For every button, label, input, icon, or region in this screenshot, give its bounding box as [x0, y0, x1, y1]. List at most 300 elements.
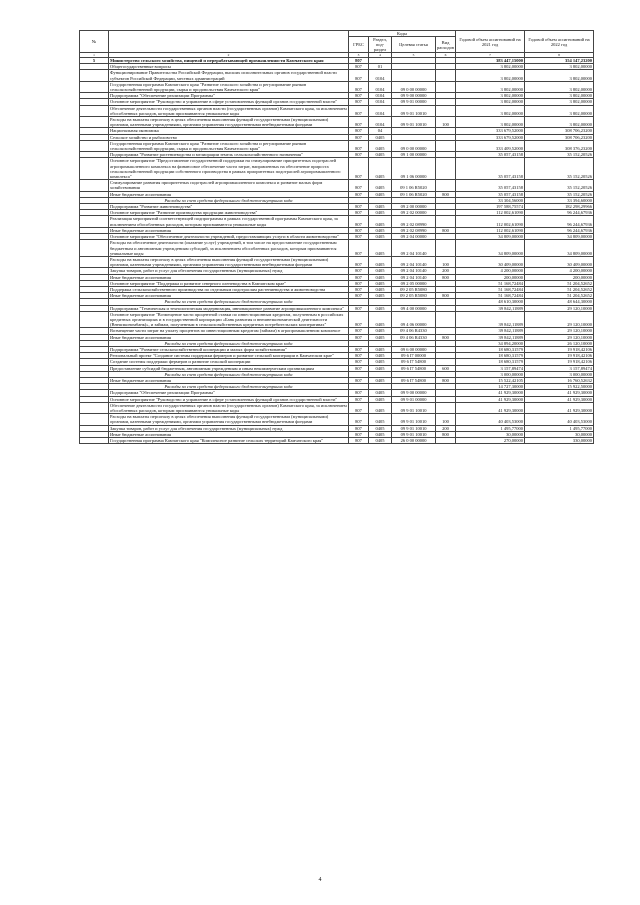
- row-target-article: 09 1 00 00000: [392, 152, 436, 158]
- row-grbs: 807: [349, 425, 369, 431]
- row-number: [80, 158, 109, 180]
- row-number: [80, 438, 109, 444]
- row-amount-2021: 41 929,30000: [456, 402, 525, 413]
- table-row: [80, 180, 594, 191]
- row-expense-type: [436, 81, 456, 92]
- row-grbs: 807: [349, 365, 369, 371]
- header-2022: Годовой объем ассигнований на 2022 год: [525, 31, 594, 53]
- row-amount-2021: 34 809,00000: [456, 234, 525, 240]
- row-target-article: 09 2 05 00000: [392, 280, 436, 286]
- row-razdel: 0405: [369, 438, 392, 444]
- row-expense-type: [436, 216, 456, 227]
- row-razdel: 0405: [369, 305, 392, 311]
- row-grbs: 807: [349, 414, 369, 425]
- row-name: Иные бюджетные ассигнования: [109, 377, 349, 383]
- row-target-article: 09 6 00 00000: [392, 346, 436, 352]
- row-name: Расходы за счет средств федерального бюджета-внутриних кода: [109, 299, 349, 305]
- row-expense-type: 800: [436, 227, 456, 233]
- row-target-article: 09 1 06 00000: [392, 158, 436, 180]
- row-name: Расходы на выплаты персоналу в целях обеспечения выполнения функций государственными (муниципальными) органами, казенными учреждениями, органами управления государственными внебюджетными фондами: [109, 414, 349, 425]
- table-row: [80, 216, 594, 227]
- index-cell: 8: [525, 53, 594, 58]
- row-grbs: 807: [349, 70, 369, 81]
- row-grbs: 807: [349, 402, 369, 413]
- row-amount-2022: 35 152,20526: [525, 158, 594, 180]
- row-amount-2021: 34 809,00000: [456, 240, 525, 257]
- row-amount-2021: 112 002,61090: [456, 227, 525, 233]
- row-name: Основное мероприятие "Развитие производства продукции животноводства": [109, 210, 349, 216]
- row-amount-2021: 333 679,52000: [456, 134, 525, 140]
- row-grbs: 807: [349, 256, 369, 267]
- table-row: [80, 234, 594, 240]
- row-name: Закупка товаров, работ и услуг для обеспечения государственных (муниципальных) нужд: [109, 425, 349, 431]
- header-csr: Целевая статья: [392, 37, 436, 53]
- row-amount-2022: 1 495,77000: [525, 425, 594, 431]
- row-amount-2021: 41 929,30000: [456, 390, 525, 396]
- row-name: Министерство сельского хозяйства, пищевой и перерабатывающей промышленности Камчатского края: [109, 58, 349, 64]
- row-expense-type: 200: [436, 268, 456, 274]
- row-amount-2021: 35 057,43158: [456, 180, 525, 191]
- row-grbs: 807: [349, 274, 369, 280]
- row-razdel: 0405: [369, 234, 392, 240]
- row-expense-type: 600: [436, 365, 456, 371]
- row-amount-2021: 200,00000: [456, 274, 525, 280]
- row-number: [80, 180, 109, 191]
- row-amount-2022: 29 120,10000: [525, 328, 594, 334]
- row-amount-2021: 40 403,53000: [456, 414, 525, 425]
- row-razdel: 0405: [369, 431, 392, 437]
- row-amount-2022: 96 244,67936: [525, 210, 594, 216]
- row-amount-2021: 30 409,00000: [456, 256, 525, 267]
- row-amount-2022: 96 244,67936: [525, 227, 594, 233]
- row-razdel: 0405: [369, 377, 392, 383]
- row-razdel: 0104: [369, 81, 392, 92]
- header-num: №: [80, 31, 109, 53]
- row-amount-2021: 30,00000: [456, 431, 525, 437]
- row-grbs: 807: [349, 377, 369, 383]
- row-razdel: 0405: [369, 396, 392, 402]
- row-razdel: 0104: [369, 117, 392, 128]
- row-amount-2021: 3 157,89474: [456, 365, 525, 371]
- row-grbs: 807: [349, 158, 369, 180]
- row-grbs: 807: [349, 293, 369, 299]
- row-amount-2021: 35 057,43158: [456, 152, 525, 158]
- row-number: [80, 240, 109, 257]
- row-amount-2021: 3 802,00000: [456, 93, 525, 99]
- row-target-article: 09 4 06 R4330: [392, 328, 436, 334]
- row-name: Основное мероприятие "Обеспечение деятельности учреждений, предоставляющих услуги в области животноводства": [109, 234, 349, 240]
- row-grbs: 807: [349, 81, 369, 92]
- row-razdel: 0405: [369, 216, 392, 227]
- row-amount-2022: 19 918,42106: [525, 346, 594, 352]
- index-cell: 1: [80, 53, 109, 58]
- row-amount-2021: 14 727,30000: [456, 384, 525, 390]
- table-row: [80, 140, 594, 151]
- row-amount-2022: 3 802,00000: [525, 81, 594, 92]
- row-target-article: 09 2 04 10140: [392, 268, 436, 274]
- row-target-article: 09 2 05 R5080: [392, 293, 436, 299]
- row-razdel: 0405: [369, 274, 392, 280]
- row-expense-type: [436, 158, 456, 180]
- row-amount-2022: 51 204,52652: [525, 293, 594, 299]
- row-amount-2022: 3 802,00000: [525, 99, 594, 105]
- row-target-article: 09 2 02 00000: [392, 210, 436, 216]
- row-name: Функционирование Правительства Российской Федерации, высших исполнительных органов государственной власти субъектов Российской Федерации, местных администраций: [109, 70, 349, 81]
- table-row: [80, 396, 594, 402]
- row-razdel: 0405: [369, 359, 392, 365]
- row-target-article: 09 9 01 10010: [392, 414, 436, 425]
- table-row: [80, 311, 594, 328]
- row-target-article: 09 2 05 R5080: [392, 286, 436, 292]
- row-amount-2022: 308 706,23200: [525, 128, 594, 134]
- row-amount-2022: 15 922,50000: [525, 384, 594, 390]
- row-target-article: 09 9 01 10010: [392, 402, 436, 413]
- row-razdel: 0405: [369, 311, 392, 328]
- row-grbs: 807: [349, 191, 369, 197]
- row-number: [80, 70, 109, 81]
- row-amount-2022: 35 152,20526: [525, 191, 594, 197]
- row-name: Иные бюджетные ассигнования: [109, 334, 349, 340]
- row-razdel: 0405: [369, 210, 392, 216]
- row-amount-2021: 3 802,00000: [456, 70, 525, 81]
- row-amount-2021: 51 168,72484: [456, 293, 525, 299]
- row-razdel: 0405: [369, 227, 392, 233]
- row-name: Расходы за счет средств федерального бюджета-внутриних кода: [109, 197, 349, 203]
- row-razdel: 0405: [369, 293, 392, 299]
- row-expense-type: [436, 311, 456, 328]
- row-name: Расходы за счет средств федерального бюджета-внутриних кода: [109, 371, 349, 377]
- row-name: Подпрограмма "Обеспечение реализации Программы": [109, 93, 349, 99]
- row-amount-2022: 182 298,29966: [525, 204, 594, 210]
- row-razdel: 0405: [369, 280, 392, 286]
- row-expense-type: [436, 240, 456, 257]
- row-expense-type: 800: [436, 377, 456, 383]
- row-razdel: 0405: [369, 402, 392, 413]
- row-grbs: 807: [349, 105, 369, 116]
- row-amount-2021: 3 000,00000: [456, 371, 525, 377]
- row-target-article: [392, 70, 436, 81]
- row-amount-2021: 48 610,30000: [456, 299, 525, 305]
- row-grbs: 807: [349, 353, 369, 359]
- row-grbs: 807: [349, 359, 369, 365]
- row-expense-type: 800: [436, 431, 456, 437]
- row-razdel: 0405: [369, 134, 392, 140]
- row-amount-2021: 39 842,11889: [456, 305, 525, 311]
- row-expense-type: 800: [436, 191, 456, 197]
- row-grbs: 807: [349, 280, 369, 286]
- row-amount-2021: 51 168,72484: [456, 286, 525, 292]
- row-amount-2022: 29 120,10000: [525, 311, 594, 328]
- row-name: Возмещение части затрат на уплату процентов по инвестиционным кредитам (займам) в агропромышленном комплексе: [109, 328, 349, 334]
- row-amount-2021: 112 002,61090: [456, 210, 525, 216]
- row-grbs: 807: [349, 396, 369, 402]
- row-name: Расходы на выплаты персоналу в целях обеспечения выполнения функций государственными (муниципальными) органами, казенными учреждениями, органами управления государственными внебюджетными фондами: [109, 117, 349, 128]
- row-amount-2021: 18 680,31579: [456, 346, 525, 352]
- row-razdel: 0405: [369, 286, 392, 292]
- row-razdel: 0405: [369, 346, 392, 352]
- header-name: [109, 31, 349, 53]
- row-grbs: 807: [349, 390, 369, 396]
- row-number: [80, 256, 109, 267]
- row-razdel: 0405: [369, 328, 392, 334]
- table-row: [80, 438, 594, 444]
- row-name: Создание системы поддержки фермеров и развитие сельской кооперации: [109, 359, 349, 365]
- row-razdel: 0104: [369, 70, 392, 81]
- row-razdel: 0405: [369, 204, 392, 210]
- table-row: [80, 240, 594, 257]
- row-name: Расходы на обеспечение деятельности (оказание услуг) учреждений, в том числе на предоставление государственным бюджетным и автономным учреждениям субсидий, за исключением обособленных расходов, которым присваиваются уникальные коды: [109, 240, 349, 257]
- row-number: [80, 216, 109, 227]
- row-number: [80, 414, 109, 425]
- row-name: Иные бюджетные ассигнования: [109, 191, 349, 197]
- row-razdel: 0405: [369, 334, 392, 340]
- table-row: [80, 414, 594, 425]
- row-grbs: 807: [349, 240, 369, 257]
- row-razdel: 0104: [369, 93, 392, 99]
- row-amount-2021: 35 057,43158: [456, 191, 525, 197]
- row-name: Расходы за счет средств федерального бюджета-внутриних кода: [109, 384, 349, 390]
- row-razdel: 0104: [369, 99, 392, 105]
- row-amount-2022: 3 000,00000: [525, 371, 594, 377]
- row-target-article: 09 6 I7 54800: [392, 365, 436, 371]
- row-amount-2022: 41 929,30000: [525, 396, 594, 402]
- index-cell: 7: [456, 53, 525, 58]
- table-row: [80, 305, 594, 311]
- row-amount-2021: 39 842,11889: [456, 328, 525, 334]
- row-grbs: 807: [349, 117, 369, 128]
- index-cell: 2: [109, 53, 349, 58]
- row-target-article: 09 4 06 00000: [392, 311, 436, 328]
- header-razdel: Раздел, под-раздел: [369, 37, 392, 53]
- row-amount-2021: 39 842,11889: [456, 311, 525, 328]
- row-target-article: 09 4 00 00000: [392, 305, 436, 311]
- row-name: Обеспечение деятельности государственных органов власти (государственных органов) Камчатского края, за исключением обособленных расходов, которым присваиваются уникальные коды: [110, 402, 347, 413]
- row-name: Иные бюджетные ассигнования: [109, 227, 349, 233]
- row-expense-type: 100: [436, 117, 456, 128]
- row-name: Основное мероприятие "Возмещение части процентной ставки по инвестиционным кредитам, полученным в российских кредитных организациях и в государственной корпорации «Банк развития и внешнеэкономической деятельности (Внешэкономбанк)», и займам, полученным в сельскохозяйственных кредитных потребительских кооперативах": [109, 311, 349, 328]
- row-amount-2022: 30 409,00000: [525, 256, 594, 267]
- index-cell: 3: [349, 53, 369, 58]
- row-target-article: 09 9 00 00000: [392, 93, 436, 99]
- row-name: Расходы за счет средств федерального бюджета-внутриних кода: [109, 340, 349, 346]
- row-razdel: 0405: [369, 180, 392, 191]
- row-target-article: 09 2 04 10140: [392, 240, 436, 257]
- row-name: Подпрограмма "Обеспечение реализации Программы": [109, 390, 349, 396]
- row-amount-2022: 35 152,20526: [525, 180, 594, 191]
- row-razdel: 0405: [369, 390, 392, 396]
- row-target-article: 09 0 00 00000: [392, 140, 436, 151]
- row-amount-2022: 3 802,00000: [525, 105, 594, 116]
- row-grbs: 807: [349, 431, 369, 437]
- row-amount-2021: 270,00000: [456, 438, 525, 444]
- row-number: [80, 105, 109, 116]
- row-target-article: 09 6 I7 00000: [392, 353, 436, 359]
- row-name: Подпрограмма "Техническая и технологическая модернизация, инновационное развитие агропромышленного комплекса": [109, 305, 349, 311]
- row-amount-2021: 3 802,00000: [456, 105, 525, 116]
- row-amount-2022: 41 929,30000: [525, 390, 594, 396]
- row-amount-2022: 19 918,42106: [525, 353, 594, 359]
- row-razdel: 0405: [369, 353, 392, 359]
- row-target-article: 09 9 01 00000: [392, 99, 436, 105]
- row-amount-2022: 3 802,00000: [525, 70, 594, 81]
- row-amount-2022: 16 760,52632: [525, 377, 594, 383]
- row-target-article: 09 1 06 R5020: [392, 180, 436, 191]
- row-amount-2021: 15 522,42105: [456, 377, 525, 383]
- row-amount-2022: 40 403,53000: [525, 414, 594, 425]
- row-amount-2022: 34 809,00000: [525, 234, 594, 240]
- row-expense-type: [436, 402, 456, 413]
- row-target-article: 09 4 06 R4330: [392, 334, 436, 340]
- header-codes: Коды: [349, 31, 456, 37]
- row-amount-2022: 330,00000: [525, 438, 594, 444]
- row-target-article: 09 2 04 10140: [392, 274, 436, 280]
- row-target-article: 09 6 I7 54800: [392, 359, 436, 365]
- row-razdel: 0405: [369, 140, 392, 151]
- row-name: Подпрограмма "Развитие сельскохозяйственной кооперации и малых форм хозяйствования": [109, 346, 349, 352]
- table-row: [80, 402, 594, 413]
- row-amount-2022: 3 802,00000: [525, 117, 594, 128]
- row-amount-2022: 4 200,00000: [525, 268, 594, 274]
- row-amount-2021: 4 200,00000: [456, 268, 525, 274]
- row-razdel: 0104: [369, 105, 392, 116]
- row-target-article: 09 9 01 10010: [392, 105, 436, 116]
- row-target-article: 09 1 06 R5020: [392, 191, 436, 197]
- row-target-article: 09 9 01 10010: [392, 431, 436, 437]
- row-amount-2022: 33 394,60000: [525, 197, 594, 203]
- row-amount-2022: 41 929,30000: [525, 402, 594, 413]
- row-grbs: 807: [349, 99, 369, 105]
- row-name: Обеспечение деятельности государственных органов власти (государственных органов) Камчатского края, за исключением обособленных расходов, которым присваиваются уникальные коды: [110, 105, 347, 116]
- row-razdel: 0405: [369, 191, 392, 197]
- row-amount-2022: 3 802,00000: [525, 93, 594, 99]
- header-2021: Годовой объем ассигнований на 2021 год: [456, 31, 525, 53]
- row-name: Государственная программа Камчатского края "Развитие сельского хозяйства и регулирование рынков сельскохозяйственной продукции, сырья и продовольствия Камчатского края": [109, 81, 349, 92]
- index-cell: 6: [436, 53, 456, 58]
- table-row: [80, 328, 594, 334]
- row-grbs: 807: [349, 305, 369, 311]
- table-body: [80, 58, 594, 444]
- row-razdel: 0405: [369, 365, 392, 371]
- row-name: Поддержка сельскохозяйственного производства по отдельным подотраслям растениеводства и животноводства: [109, 286, 349, 292]
- header-grbs: ГРБС: [349, 37, 369, 53]
- table-row: [80, 70, 594, 81]
- row-amount-2021: 3 802,00000: [456, 81, 525, 92]
- row-name: Реализация мероприятий соответствующей подпрограммы в рамках государственной программы Камчатского края, за исключением обособленных расходов, которым присваиваются уникальные коды: [109, 216, 349, 227]
- table-row: [80, 158, 594, 180]
- row-amount-2021: 1 495,77000: [456, 425, 525, 431]
- row-expense-type: 200: [436, 425, 456, 431]
- row-grbs: 807: [349, 64, 369, 70]
- row-amount-2021: 3 802,00000: [456, 99, 525, 105]
- row-grbs: 807: [349, 268, 369, 274]
- row-target-article: 09 2 02 08990: [392, 227, 436, 233]
- row-amount-2021: 41 929,30000: [456, 396, 525, 402]
- row-amount-2021: 35 057,43158: [456, 158, 525, 180]
- row-name: Сельское хозяйство и рыболовство: [109, 134, 349, 140]
- row-amount-2021: 3 802,00000: [456, 117, 525, 128]
- row-amount-2022: 29 120,10000: [525, 334, 594, 340]
- row-name: Стимулирование развития приоритетных подотраслей агропромышленного комплекса и развитие малых форм хозяйствования: [109, 180, 349, 191]
- row-amount-2022: 51 204,52652: [525, 286, 594, 292]
- row-grbs: 807: [349, 234, 369, 240]
- row-amount-2022: 26 120,10000: [525, 340, 594, 346]
- row-razdel: 04: [369, 128, 392, 134]
- row-target-article: 09 2 04 10140: [392, 256, 436, 267]
- row-amount-2022: 19 918,42106: [525, 359, 594, 365]
- row-name: Основное мероприятие "Поддержка и развитие северного оленеводства в Камчатском крае": [109, 280, 349, 286]
- row-grbs: 807: [349, 140, 369, 151]
- row-grbs: 807: [349, 227, 369, 233]
- table-row: [80, 99, 594, 105]
- row-name: Иные бюджетные ассигнования: [109, 431, 349, 437]
- row-number: [80, 117, 109, 128]
- row-target-article: 26 0 00 00000: [392, 438, 436, 444]
- row-name: Подпрограмма "Развитие животноводства": [109, 204, 349, 210]
- row-amount-2022: 96 244,67936: [525, 216, 594, 227]
- row-grbs: 807: [349, 346, 369, 352]
- row-grbs: 807: [349, 204, 369, 210]
- row-name: Иные бюджетные ассигнования: [109, 293, 349, 299]
- row-target-article: 09 2 02 08990: [392, 216, 436, 227]
- row-razdel: 0405: [369, 158, 392, 180]
- page-number: 4: [318, 877, 322, 883]
- row-grbs: 807: [349, 216, 369, 227]
- row-razdel: 0405: [369, 414, 392, 425]
- row-amount-2021: 333 679,52000: [456, 128, 525, 134]
- row-name: Основное мероприятие "Руководство и управление в сфере установленных функций органов государственной власти": [109, 396, 349, 402]
- row-grbs: 807: [349, 128, 369, 134]
- row-name: Закупка товаров, работ и услуг для обеспечения государственных (муниципальных) нужд: [109, 268, 349, 274]
- row-amount-2021: 18 680,31579: [456, 359, 525, 365]
- row-expense-type: 800: [436, 293, 456, 299]
- row-name: Общегосударственные вопросы: [109, 64, 349, 70]
- row-name: Расходы на выплаты персоналу в целях обеспечения выполнения функций государственными (муниципальными) органами, казенными учреждениями, органами управления государственными внебюджетными фондами: [109, 256, 349, 267]
- row-amount-2022: 29 120,10000: [525, 305, 594, 311]
- row-amount-2022: 308 706,23200: [525, 134, 594, 140]
- row-amount-2021: 34 894,20000: [456, 340, 525, 346]
- row-amount-2021: 33 304,56000: [456, 197, 525, 203]
- row-grbs: 807: [349, 286, 369, 292]
- row-number: [80, 311, 109, 328]
- row-razdel: 0405: [369, 425, 392, 431]
- row-amount-2021: 383 447,15000: [456, 58, 525, 64]
- row-expense-type: [436, 140, 456, 151]
- index-cell: 5: [392, 53, 436, 58]
- row-expense-type: [436, 180, 456, 191]
- row-expense-type: 800: [436, 334, 456, 340]
- row-amount-2022: 48 644,30000: [525, 299, 594, 305]
- row-number: [80, 402, 109, 413]
- row-number: [80, 140, 109, 151]
- row-name: Государственная программа Камчатского края "Комплексное развитие сельских территорий Камчатского края": [109, 438, 349, 444]
- row-grbs: 807: [349, 210, 369, 216]
- row-amount-2022: 51 204,52652: [525, 280, 594, 286]
- row-amount-2021: 18 680,31579: [456, 353, 525, 359]
- row-target-article: 09 9 00 00000: [392, 390, 436, 396]
- row-expense-type: 100: [436, 414, 456, 425]
- table-row: [80, 117, 594, 128]
- row-grbs: 807: [349, 152, 369, 158]
- row-razdel: 01: [369, 64, 392, 70]
- row-razdel: 0405: [369, 268, 392, 274]
- row-name: Государственная программа Камчатского края "Развитие сельского хозяйства и регулирование рынков сельскохозяйственной продукции, сырья и продовольствия Камчатского края": [109, 140, 349, 151]
- row-target-article: 09 0 00 00000: [392, 81, 436, 92]
- row-expense-type: [436, 105, 456, 116]
- row-amount-2022: 3 157,89474: [525, 365, 594, 371]
- row-expense-type: 800: [436, 274, 456, 280]
- row-expense-type: [436, 438, 456, 444]
- row-target-article: 09 6 I7 54800: [392, 377, 436, 383]
